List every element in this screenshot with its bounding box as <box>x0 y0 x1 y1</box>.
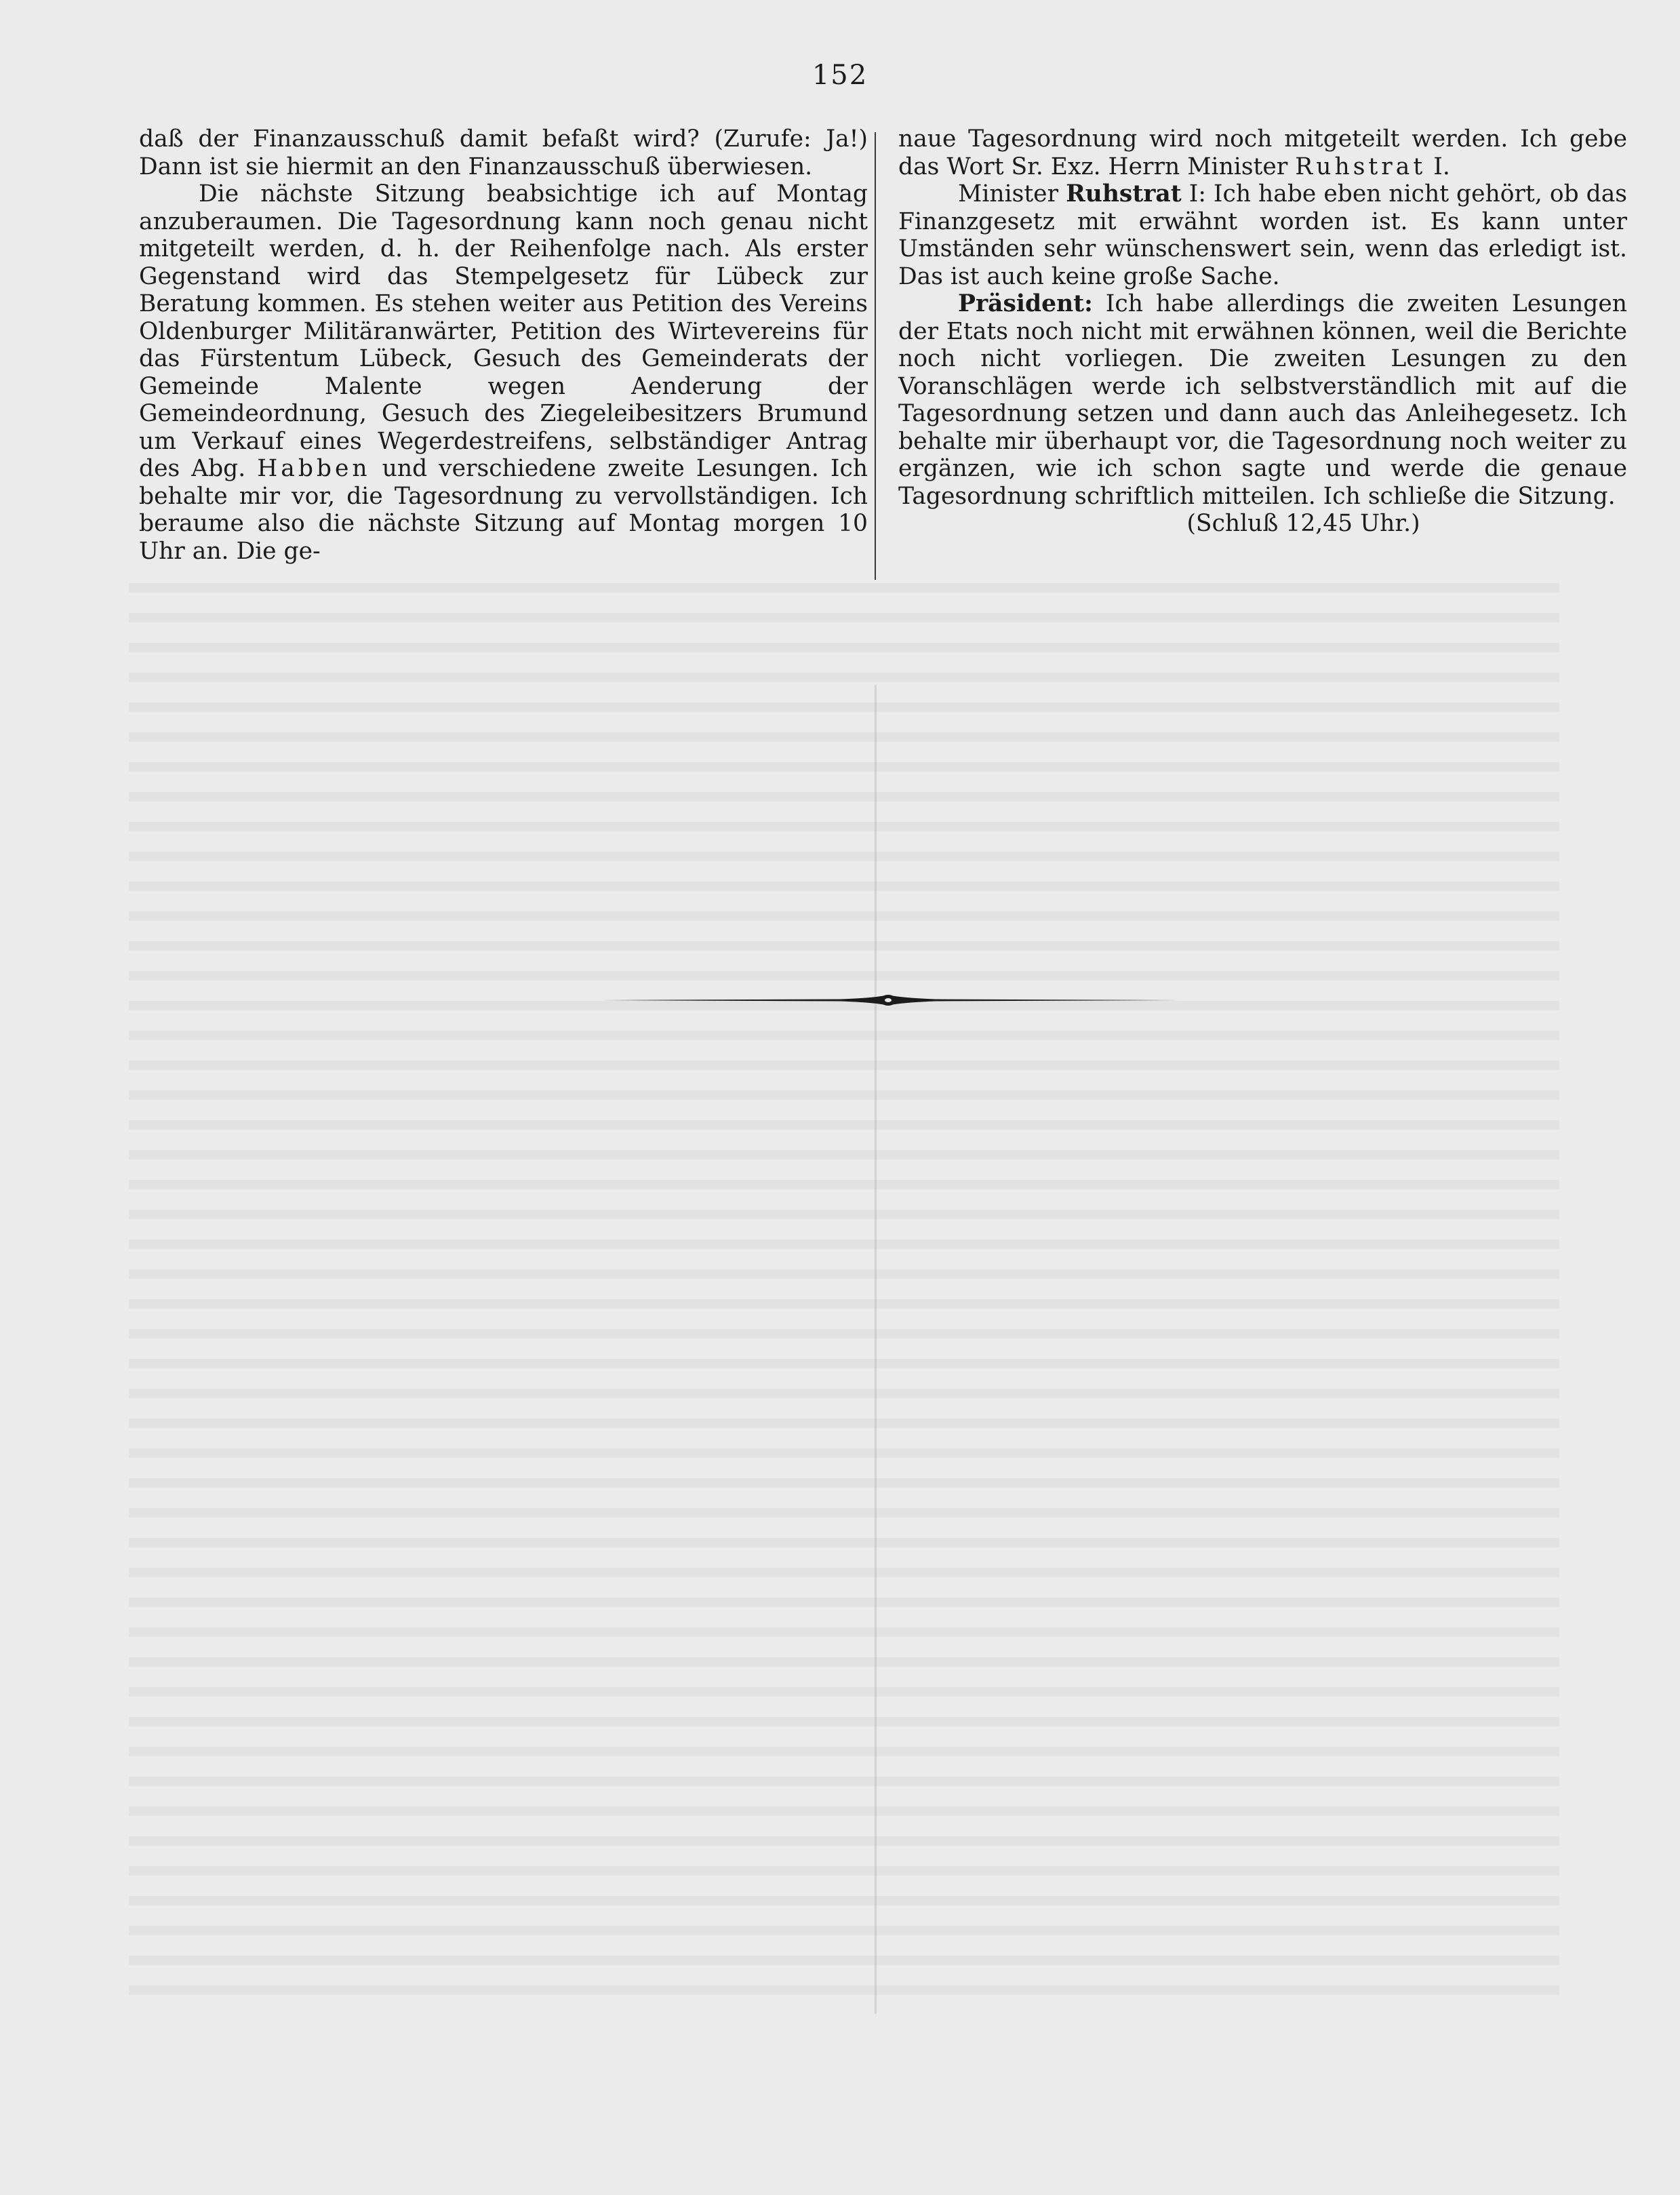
member-name-habben: Habben <box>257 455 371 482</box>
left-column <box>139 125 868 565</box>
minister-role: Minister <box>958 180 1059 207</box>
left-paragraph-2-end: und verschiedene zweite Lesungen. Ich behalte mir vor, die Tagesordnung zu vervollständigen. Ich beraume also die nächste Sitzung auf Montag morgen 10 Uhr an. Die ge- <box>139 455 868 565</box>
right-paragraph-1-end: I. <box>1433 153 1450 180</box>
right-column <box>898 125 1627 538</box>
left-paragraph-2-text: Die nächste Sitzung beabsichtige ich auf Montag anzuberaumen. Die Tagesordnung kann noch genau nicht mitgeteilt werden, d. h. der Reihenfolge nach. Als erster Gegenstand wird das Stempelgesetz für Lübeck zur Beratung kommen. Es stehen weiter aus Petition des Vereins Oldenburger Militäranwärter, Petition des Wirtevereins für das Fürstentum Lübeck, Gesuch des Gemeinderats der Gemeinde Malente wegen Aenderung der Gemeindeordnung, Gesuch des Ziegeleibesitzers Brumund um Verkauf eines Wegerdestreifens, selbständiger Antrag des Abg. <box>139 180 868 482</box>
president-label: Präsident: <box>958 290 1093 317</box>
ornamental-rule <box>597 990 1180 1010</box>
minister-statement <box>898 180 1627 290</box>
minister-name-2: Ruhstrat <box>1066 180 1182 207</box>
session-closing: (Schluß 12,45 Uhr.) <box>1186 510 1420 537</box>
minister-name-1: Ruhstrat <box>1295 153 1426 180</box>
president-statement-text: Ich habe allerdings die zweiten Lesungen der Etats noch nicht mit erwähnen können, weil die Berichte noch nicht vorliegen. Die zweiten Lesungen zu den Voranschlägen werde ich selbstverständlich mit auf die Tagesordnung setzen und dann auch das Anleihegesetz. Ich behalte mir überhaupt vor, die Tagesordnung noch weiter zu ergänzen, wie ich schon sagte und werde die genaue Tagesordnung schriftlich mitteilen. Ich schließe die Sitzung. <box>898 290 1628 510</box>
bleed-through-text <box>129 583 1559 2007</box>
left-paragraph-1: daß der Finanzausschuß damit befaßt wird? (Zurufe: Ja!) Dann ist sie hiermit an den Finanzausschuß überwiesen. <box>139 125 868 180</box>
right-paragraph-1-text: naue Tagesordnung wird noch mitgeteilt werden. Ich gebe das Wort Sr. Exz. Herrn Minister <box>898 125 1627 180</box>
page-number: 152 <box>812 60 868 91</box>
president-statement <box>898 290 1627 510</box>
bleed-through-divider <box>875 685 877 2014</box>
right-paragraph-1 <box>898 125 1627 180</box>
column-divider <box>875 132 876 580</box>
minister-statement-text: I: Ich habe eben nicht gehört, ob das Finanzgesetz mit erwähnt worden ist. Es kann unter Umständen sehr wünschenswert sein, wenn das erledigt ist. Das ist auch keine große Sache. <box>898 180 1628 290</box>
left-paragraph-2 <box>139 180 868 565</box>
